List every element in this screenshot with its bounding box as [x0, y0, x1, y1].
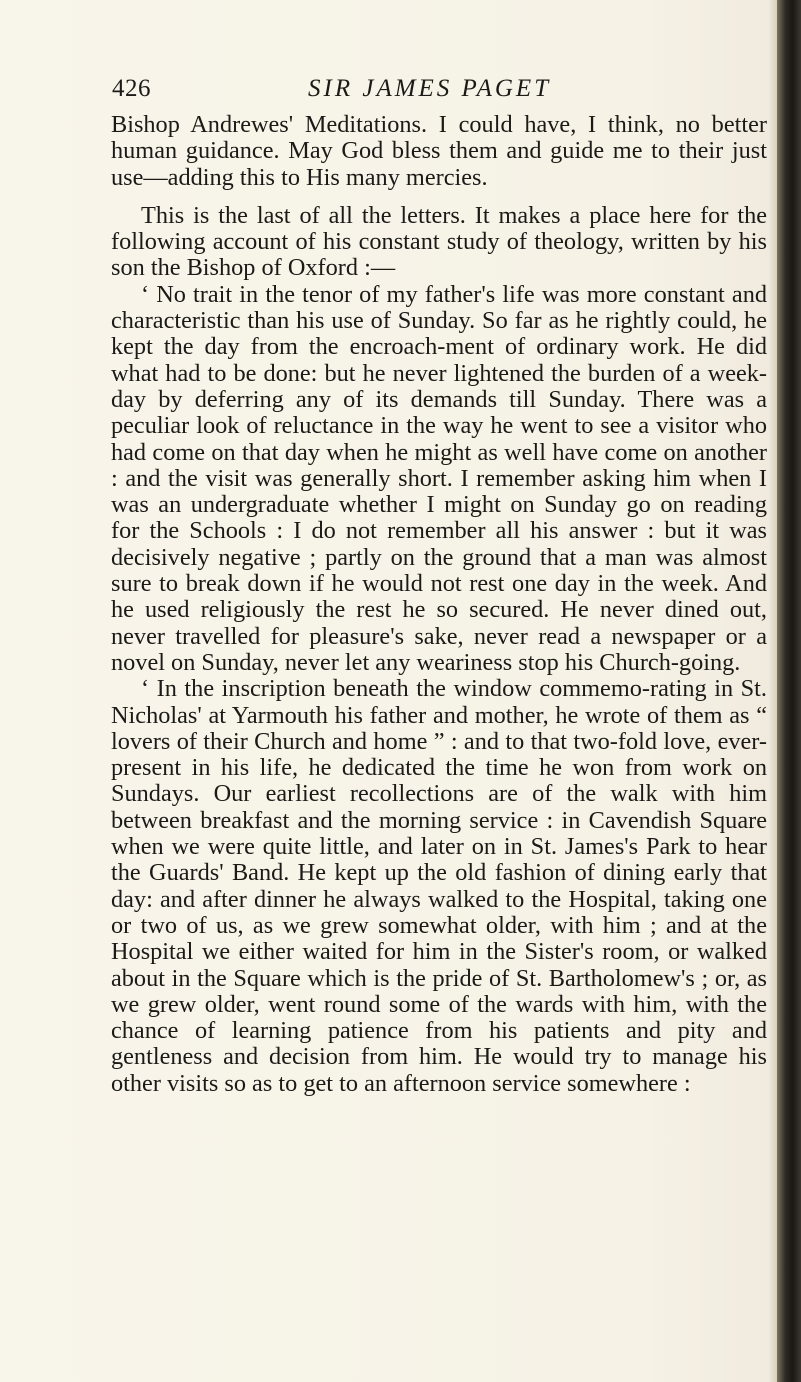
paragraph-3: ‘ No trait in the tenor of my father's life was more constant and characteristic than his use of Sunday. So far as he rightly could, he kept the day from the encroach-ment of ordinary work. He did what had to be done: but he never lightened the burden of a week-day by deferring any of its demands till Sunday. There was a peculiar look of reluctance in the way he went to see a visitor who had come on that day when he might as well have come on another : and the visit was generally short. I remember asking him when I was an undergraduate whether I might on Sunday go on reading for the Schools : I do not remember all his answer : but it was decisively negative ; partly on the ground that a man was almost sure to break down if he would not rest one day in the week. And he used religiously the rest he so secured. He never dined out, never travelled for pleasure's sake, never read a newspaper or a novel on Sunday, never let any weariness stop his Church-going.: [111, 280, 767, 676]
page-edge-binding: [777, 0, 801, 1382]
page-number: 426: [112, 75, 151, 102]
body-text: [111, 112, 767, 1097]
paragraph-4: ‘ In the inscription beneath the window commemo-rating in St. Nicholas' at Yarmouth his father and mother, he wrote of them as “ lovers of their Church and home ” : and to that two-fold love, ever-present in his life, he dedicated the time he won from work on Sundays. Our earliest recollections are of the walk with him between breakfast and the morning service : in Cavendish Square when we were quite little, and later on in St. James's Park to hear the Guards' Band. He kept up the old fashion of dining early that day: and after dinner he always walked to the Hospital, taking one or two of us, as we grew somewhat older, with him ; and at the Hospital we either waited for him in the Sister's room, or walked about in the Square which is the pride of St. Bartholomew's ; or, as we grew older, went round some of the wards with him, with the chance of learning patience from his patients and pity and gentleness and decision from him. He would try to manage his other visits so as to get to an afternoon service somewhere :: [111, 675, 767, 1097]
running-head: [112, 73, 776, 107]
running-title: SIR JAMES PAGET: [308, 75, 552, 102]
page-gutter-shadow: [769, 0, 777, 1382]
paragraph-2: This is the last of all the letters. It makes a place here for the following account of his constant study of theology, written by his son the Bishop of Oxford :—: [111, 201, 767, 282]
paragraph-1: Bishop Andrewes' Meditations. I could have, I think, no better human guidance. May God bless them and guide me to their just use—adding this to His many mercies.: [111, 111, 767, 191]
